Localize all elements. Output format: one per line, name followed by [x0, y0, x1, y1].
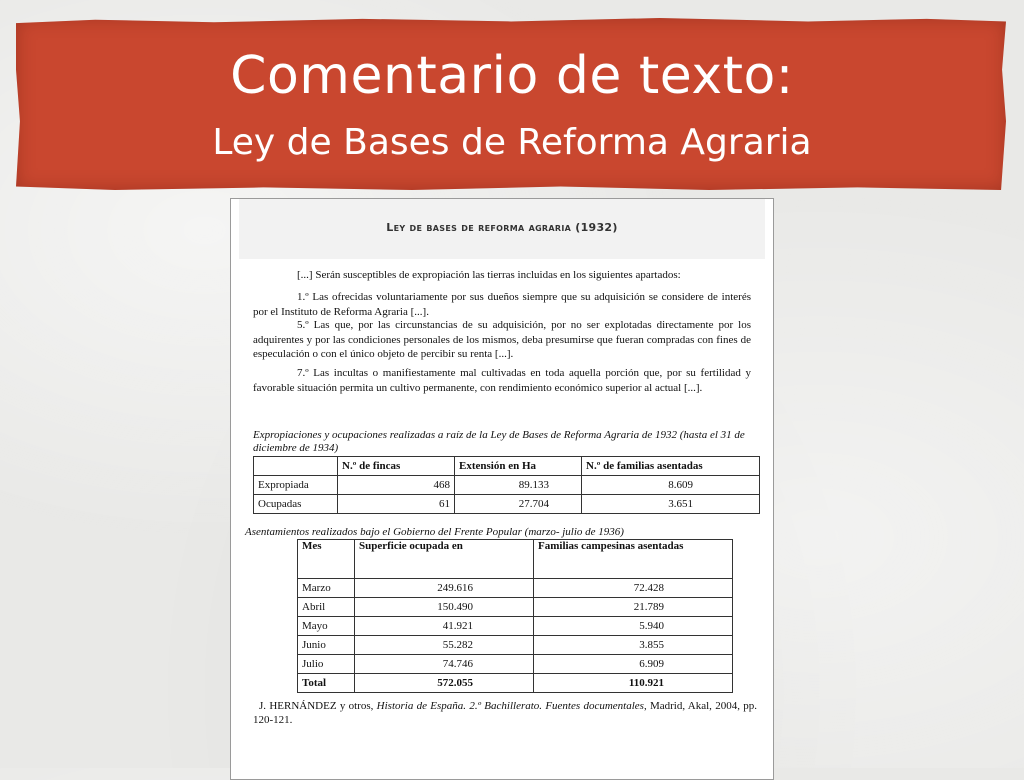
table-header-row	[254, 457, 760, 476]
document-header	[239, 199, 765, 259]
slide-subtitle: Ley de Bases de Reforma Agraria	[212, 122, 812, 163]
table-cell: Ocupadas	[254, 495, 338, 514]
table-cell: Marzo	[298, 579, 355, 598]
table-cell: 21.789	[534, 598, 733, 617]
table-cell: 89.133	[455, 476, 582, 495]
table-row	[254, 495, 760, 514]
table-header-cell	[254, 457, 338, 476]
table-header-cell: Familias campesinas asentadas	[534, 540, 733, 579]
document-heading: Ley de bases de reforma agraria (1932)	[386, 221, 618, 234]
table-row	[298, 636, 733, 655]
table-header-row	[298, 540, 733, 579]
table-cell: 110.921	[534, 674, 733, 693]
table-cell: Julio	[298, 655, 355, 674]
table-cell: 72.428	[534, 579, 733, 598]
table-cell: 3.651	[582, 495, 760, 514]
table-row	[254, 476, 760, 495]
table-cell: 8.609	[582, 476, 760, 495]
table-cell: 5.940	[534, 617, 733, 636]
reference-details: , Madrid, Akal, 2004, pp. 120-121.	[253, 700, 758, 726]
table-header-cell: Extensión en Ha	[455, 457, 582, 476]
table-cell: Mayo	[298, 617, 355, 636]
table-cell: 74.746	[355, 655, 534, 674]
table-header-cell: Mes	[298, 540, 355, 579]
table-cell: 61	[338, 495, 455, 514]
table-cell: 41.921	[355, 617, 534, 636]
table-cell: Expropiada	[254, 476, 338, 495]
paragraph-item-7: 7.º Las incultas o manifiestamente mal cultivadas en toda aquella porción que, por su fertilidad y favorable situación permita un cultivo permanente, con rendimiento económico superior al actual [...].	[253, 367, 751, 394]
table1-caption: Expropiaciones y ocupaciones realizadas a raíz de la Ley de Bases de Reforma Agraria de 1932 (hasta el 31 de diciembre de 1934)	[253, 429, 745, 454]
table2-caption: Asentamientos realizados bajo el Gobierno del Frente Popular (marzo- julio de 1936)	[245, 526, 624, 538]
table-row	[298, 598, 733, 617]
table-cell: 249.616	[355, 579, 534, 598]
expropriations-table	[253, 456, 760, 514]
table-header-cell: N.º de fincas	[338, 457, 455, 476]
reference-work: Historia de España. 2.º Bachillerato. Fuentes documentales	[376, 700, 644, 712]
paragraph-item-1: 1.º Las ofrecidas voluntariamente por sus dueños siempre que su adquisición se considere de interés por el Instituto de Reforma Agraria [...].	[253, 291, 751, 318]
table-cell: 27.704	[455, 495, 582, 514]
table-cell: 150.490	[355, 598, 534, 617]
slide-title: Comentario de texto:	[230, 46, 794, 106]
table-header-cell: N.º de familias asentadas	[582, 457, 760, 476]
table-cell: 55.282	[355, 636, 534, 655]
table-cell: Junio	[298, 636, 355, 655]
table-cell: 572.055	[355, 674, 534, 693]
reference-authors: J. HERNÁNDEZ y otros,	[259, 700, 374, 712]
table-cell: 6.909	[534, 655, 733, 674]
table-header-cell: Superficie ocupada en	[355, 540, 534, 579]
table-row	[298, 655, 733, 674]
table-cell: Total	[298, 674, 355, 693]
table-cell: 3.855	[534, 636, 733, 655]
table-cell: Abril	[298, 598, 355, 617]
table-cell: 468	[338, 476, 455, 495]
document-page	[230, 198, 774, 780]
paragraph-intro: [...] Serán susceptibles de expropiación las tierras incluidas en los siguientes apartados:	[297, 269, 681, 281]
table-row	[298, 617, 733, 636]
table-total-row	[298, 674, 733, 693]
table-row	[298, 579, 733, 598]
source-reference	[253, 699, 757, 727]
settlements-table	[297, 539, 733, 693]
paragraph-item-5: 5.º Las que, por las circunstancias de su adquisición, por no ser explotadas directamente por los adquirentes y por las condiciones personales de los mismos, deba presumirse que fueran compradas con fines de especulación o con el único objeto de percibir su renta [...].	[253, 319, 751, 360]
